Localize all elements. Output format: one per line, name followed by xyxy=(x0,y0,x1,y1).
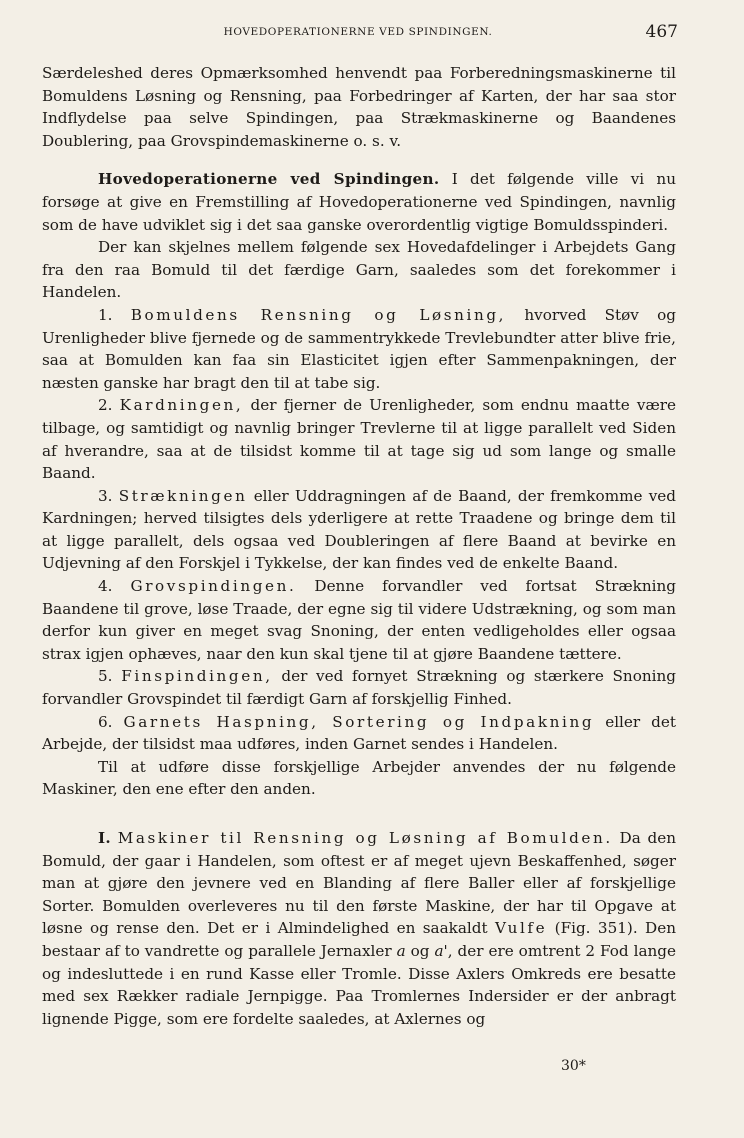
item-number: 3. xyxy=(98,486,113,505)
item-number: 1. xyxy=(98,305,113,324)
item-text: eller Uddragningen af de Baand, der fremkomme ved Kardningen; herved tilsigtes dels yderligere at rette Traadene og bringe dem til at ligge parallelt, dels ogsaa ved Doubleringen af flere Baand at bevirke en Udjevning af den Forskjel i Tykkelse, der kan findes ved de enkelte Baand. xyxy=(42,486,677,573)
running-title: HOVEDOPERATIONERNE VED SPINDINGEN. xyxy=(223,26,493,38)
subsection-paragraph xyxy=(42,827,676,1030)
item-term: Grovspindingen. xyxy=(130,577,297,596)
list-item xyxy=(42,711,676,756)
item-text: eller det Arbejde, der tilsidst maa udføres, inden Garnet sendes i Handelen. xyxy=(42,712,676,754)
list-item xyxy=(42,485,676,575)
page-body xyxy=(42,62,676,1030)
subsection-term-vulfe: Vulfe xyxy=(495,919,548,938)
list-item xyxy=(42,665,676,710)
item-number: 4. xyxy=(98,577,113,596)
item-text: der fjerner de Urenligheder, som endnu maatte være tilbage, og samtidigt og navnlig bringer Trevlerne til at ligge parallelt ved Siden af hverandre, saa at de tilsidst komme til at tage sig ud som lange og smalle Baand. xyxy=(42,396,676,483)
item-number: 6. xyxy=(98,712,113,731)
subsection-number: I. xyxy=(98,829,111,847)
item-term: Kardningen, xyxy=(119,396,244,415)
section-paragraph xyxy=(42,168,676,236)
subsection-text-1: Da den Bomuld, der gaar i Handelen, som oftest er af meget ujevn Beskaffenhed, søger man at gjøre den jevnere ved en Blanding af flere Baller eller af forskjellige Sorter. Bomulden overleveres nu til den første Maskine, der har til Opgave at løsne og rense den. Det er i Almindelighed en saakaldt xyxy=(42,829,676,938)
variable-a-prime: a' xyxy=(434,941,448,960)
page-header xyxy=(40,22,676,42)
item-term: Garnets Haspning, Sortering og Indpakning xyxy=(123,712,595,731)
item-text: hvorved Støv og Urenligheder blive fjernede og de sammentrykkede Trevlebundter atter blive frie, saa at Bomulden kan faa sin Elasticitet igjen efter Sammenpakningen, der næsten ganske har bragt den til at tabe sig. xyxy=(42,305,676,392)
intro-paragraph: Særdeleshed deres Opmærksomhed henvendt paa Forberedningsmaskinerne til Bomuldens Løsning og Rensning, paa Forbedringer af Karten, der har saa stor Indflydelse paa selve Spindingen, paa Strækmaskinerne og Baandenes Doublering, paa Grovspindemaskinerne o. s. v. xyxy=(42,64,676,150)
list-item xyxy=(42,394,676,484)
list-item xyxy=(42,575,676,665)
section-text: I det følgende ville vi nu forsøge at give en Fremstilling af Hovedoperationerne ved Spindingen, navnlig som de have udviklet sig i det saa ganske overordentlig vigtige Bomuldsspinderi. xyxy=(42,170,676,234)
item-number: 5. xyxy=(98,667,113,686)
subsection-text-2: (Fig. 351). Den bestaar af to vandrette og parallele Jernaxler xyxy=(42,919,676,960)
variable-a: a xyxy=(396,941,406,960)
machines-paragraph: Til at udføre disse forskjellige Arbejder anvendes der nu følgende Maskiner, den ene efter den anden. xyxy=(42,757,676,799)
list-item xyxy=(42,304,676,394)
subsection-title: Maskiner til Rensning og Løsning af Bomulden. xyxy=(117,829,613,847)
sections-paragraph: Der kan skjelnes mellem følgende sex Hovedafdelinger i Arbejdets Gang fra den raa Bomuld til det færdige Garn, saaledes som det forekommer i Handelen. xyxy=(42,238,676,302)
item-text: Denne forvandler ved fortsat Strækning Baandene til grove, løse Traade, der egne sig til videre Udstrækning, og som man derfor kun giver en meget svag Snoning, der enten vedligeholdes eller ogsaa strax igjen ophæves, naar den kun skal tjene til at gjøre Baandene tættere. xyxy=(42,577,676,663)
subsection-text-3: og xyxy=(405,941,435,960)
subsection-text-4: , der ere omtrent 2 Fod lange og indesluttede i en rund Kasse eller Tromle. Disse Axlers Omkreds ere besatte med sex Rækker radiale Jernpigge. Paa Tromlernes Indersider er der anbragt lignende Pigge, som ere fordelte saaledes, at Axlernes og xyxy=(42,941,677,1028)
item-term: Finspindingen, xyxy=(121,667,273,686)
item-number: 2. xyxy=(98,396,113,415)
item-term: Bomuldens Rensning og Løsning, xyxy=(130,305,507,324)
section-heading: Hovedoperationerne ved Spindingen. xyxy=(98,170,440,189)
item-term: Strækningen xyxy=(118,486,248,505)
signature-mark: 30* xyxy=(561,1058,586,1074)
page-number: 467 xyxy=(645,22,678,42)
item-text: der ved fornyet Strækning og stærkere Snoning forvandler Grovspindet til færdigt Garn af forskjellig Finhed. xyxy=(42,667,676,709)
